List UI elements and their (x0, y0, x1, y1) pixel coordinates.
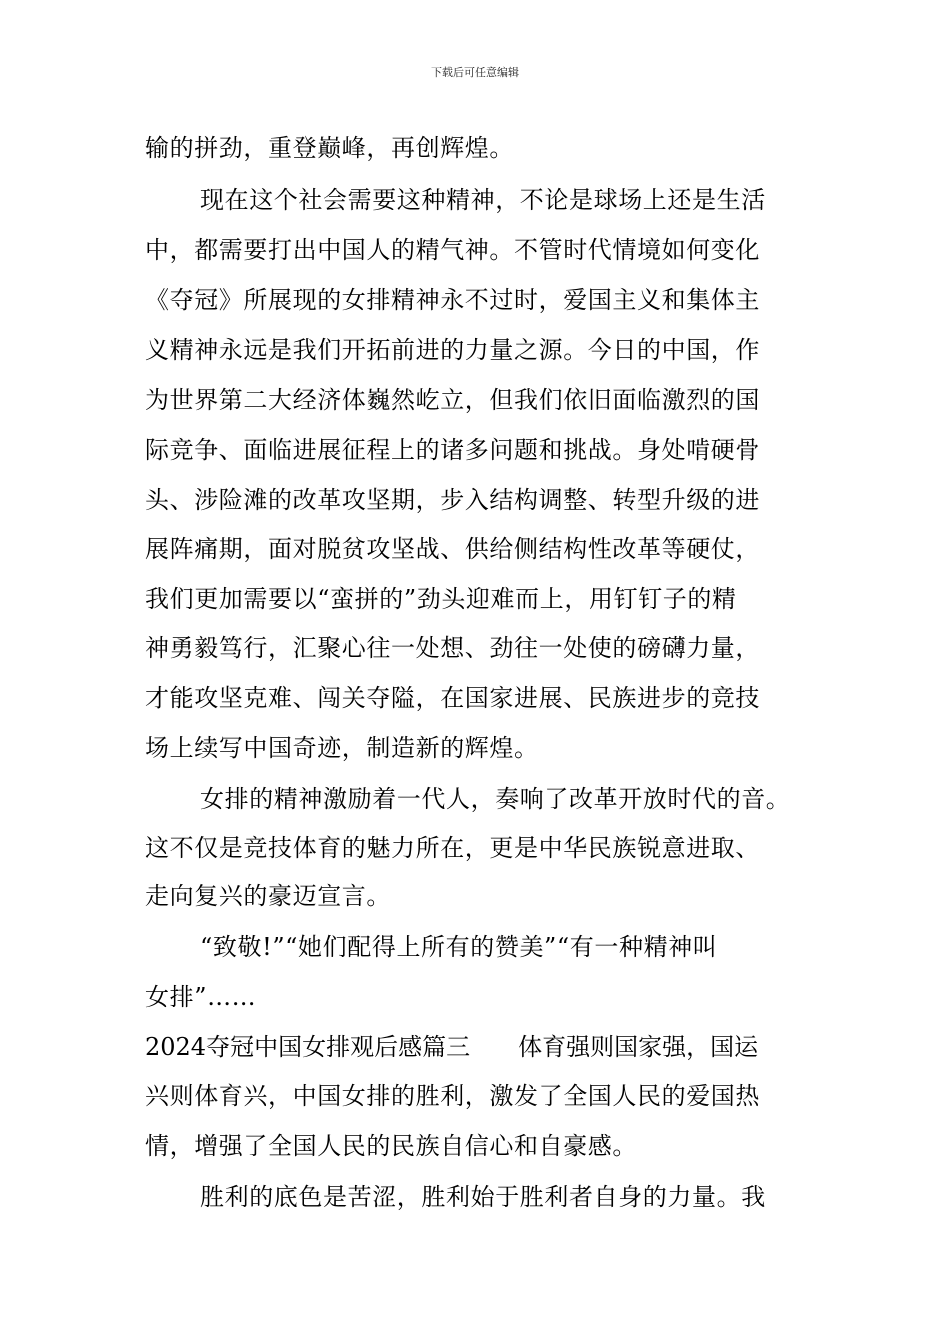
text-line: 情，增强了全国人民的民族自信心和自豪感。 (145, 1132, 637, 1160)
text-line: 中，都需要打出中国人的精气神。不管时代情境如何变化 (145, 236, 760, 264)
paragraph-first-line: “致敬!”“她们配得上所有的赞美”“有一种精神叫 (200, 933, 718, 961)
text-line: 神勇毅笃行，汇聚心往一处想、劲往一处使的磅礴力量， (145, 634, 760, 662)
section-heading-line: 2024夺冠中国女排观后感篇三 体育强则国家强，国运 (145, 1033, 759, 1061)
text-line: 才能攻坚克难、闯关夺隘，在国家进展、民族进步的竞技 (145, 684, 760, 712)
text-line: 为世界第二大经济体巍然屹立，但我们依旧面临激烈的国 (145, 386, 760, 414)
text-line: 女排”…… (145, 983, 257, 1011)
text-line: 场上续写中国奇迹，制造新的辉煌。 (145, 734, 539, 762)
text-line: 《夺冠》所展现的女排精神永不过时，爱国主义和集体主 (145, 286, 760, 314)
text-line: 我们更加需要以“蛮拼的”劲头迎难而上，用钉钉子的精 (145, 585, 737, 613)
text-line: 兴则体育兴，中国女排的胜利，激发了全国人民的爱国热 (145, 1082, 760, 1110)
text-line: 展阵痛期，面对脱贫攻坚战、供给侧结构性改革等硬仗， (145, 535, 760, 563)
text-line: 头、涉险滩的改革攻坚期，步入结构调整、转型升级的进 (145, 486, 760, 514)
text-line: 际竞争、面临进展征程上的诸多问题和挑战。身处啃硬骨 (145, 436, 760, 464)
text-line: 走向复兴的豪迈宣言。 (145, 882, 391, 910)
text-line: 义精神永远是我们开拓前进的力量之源。今日的中国，作 (145, 336, 760, 364)
page-header: 下载后可任意编辑 (431, 66, 519, 79)
text-line: 输的拼劲，重登巅峰，再创辉煌。 (145, 134, 514, 162)
paragraph-first-line: 胜利的底色是苦涩，胜利始于胜利者自身的力量。我 (200, 1183, 766, 1211)
text-line: 这不仅是竞技体育的魅力所在，更是中华民族锐意进取、 (145, 834, 760, 862)
paragraph-first-line: 现在这个社会需要这种精神，不论是球场上还是生活 (200, 186, 766, 214)
paragraph-first-line: 女排的精神激励着一代人，奏响了改革开放时代的音。 (200, 785, 791, 813)
